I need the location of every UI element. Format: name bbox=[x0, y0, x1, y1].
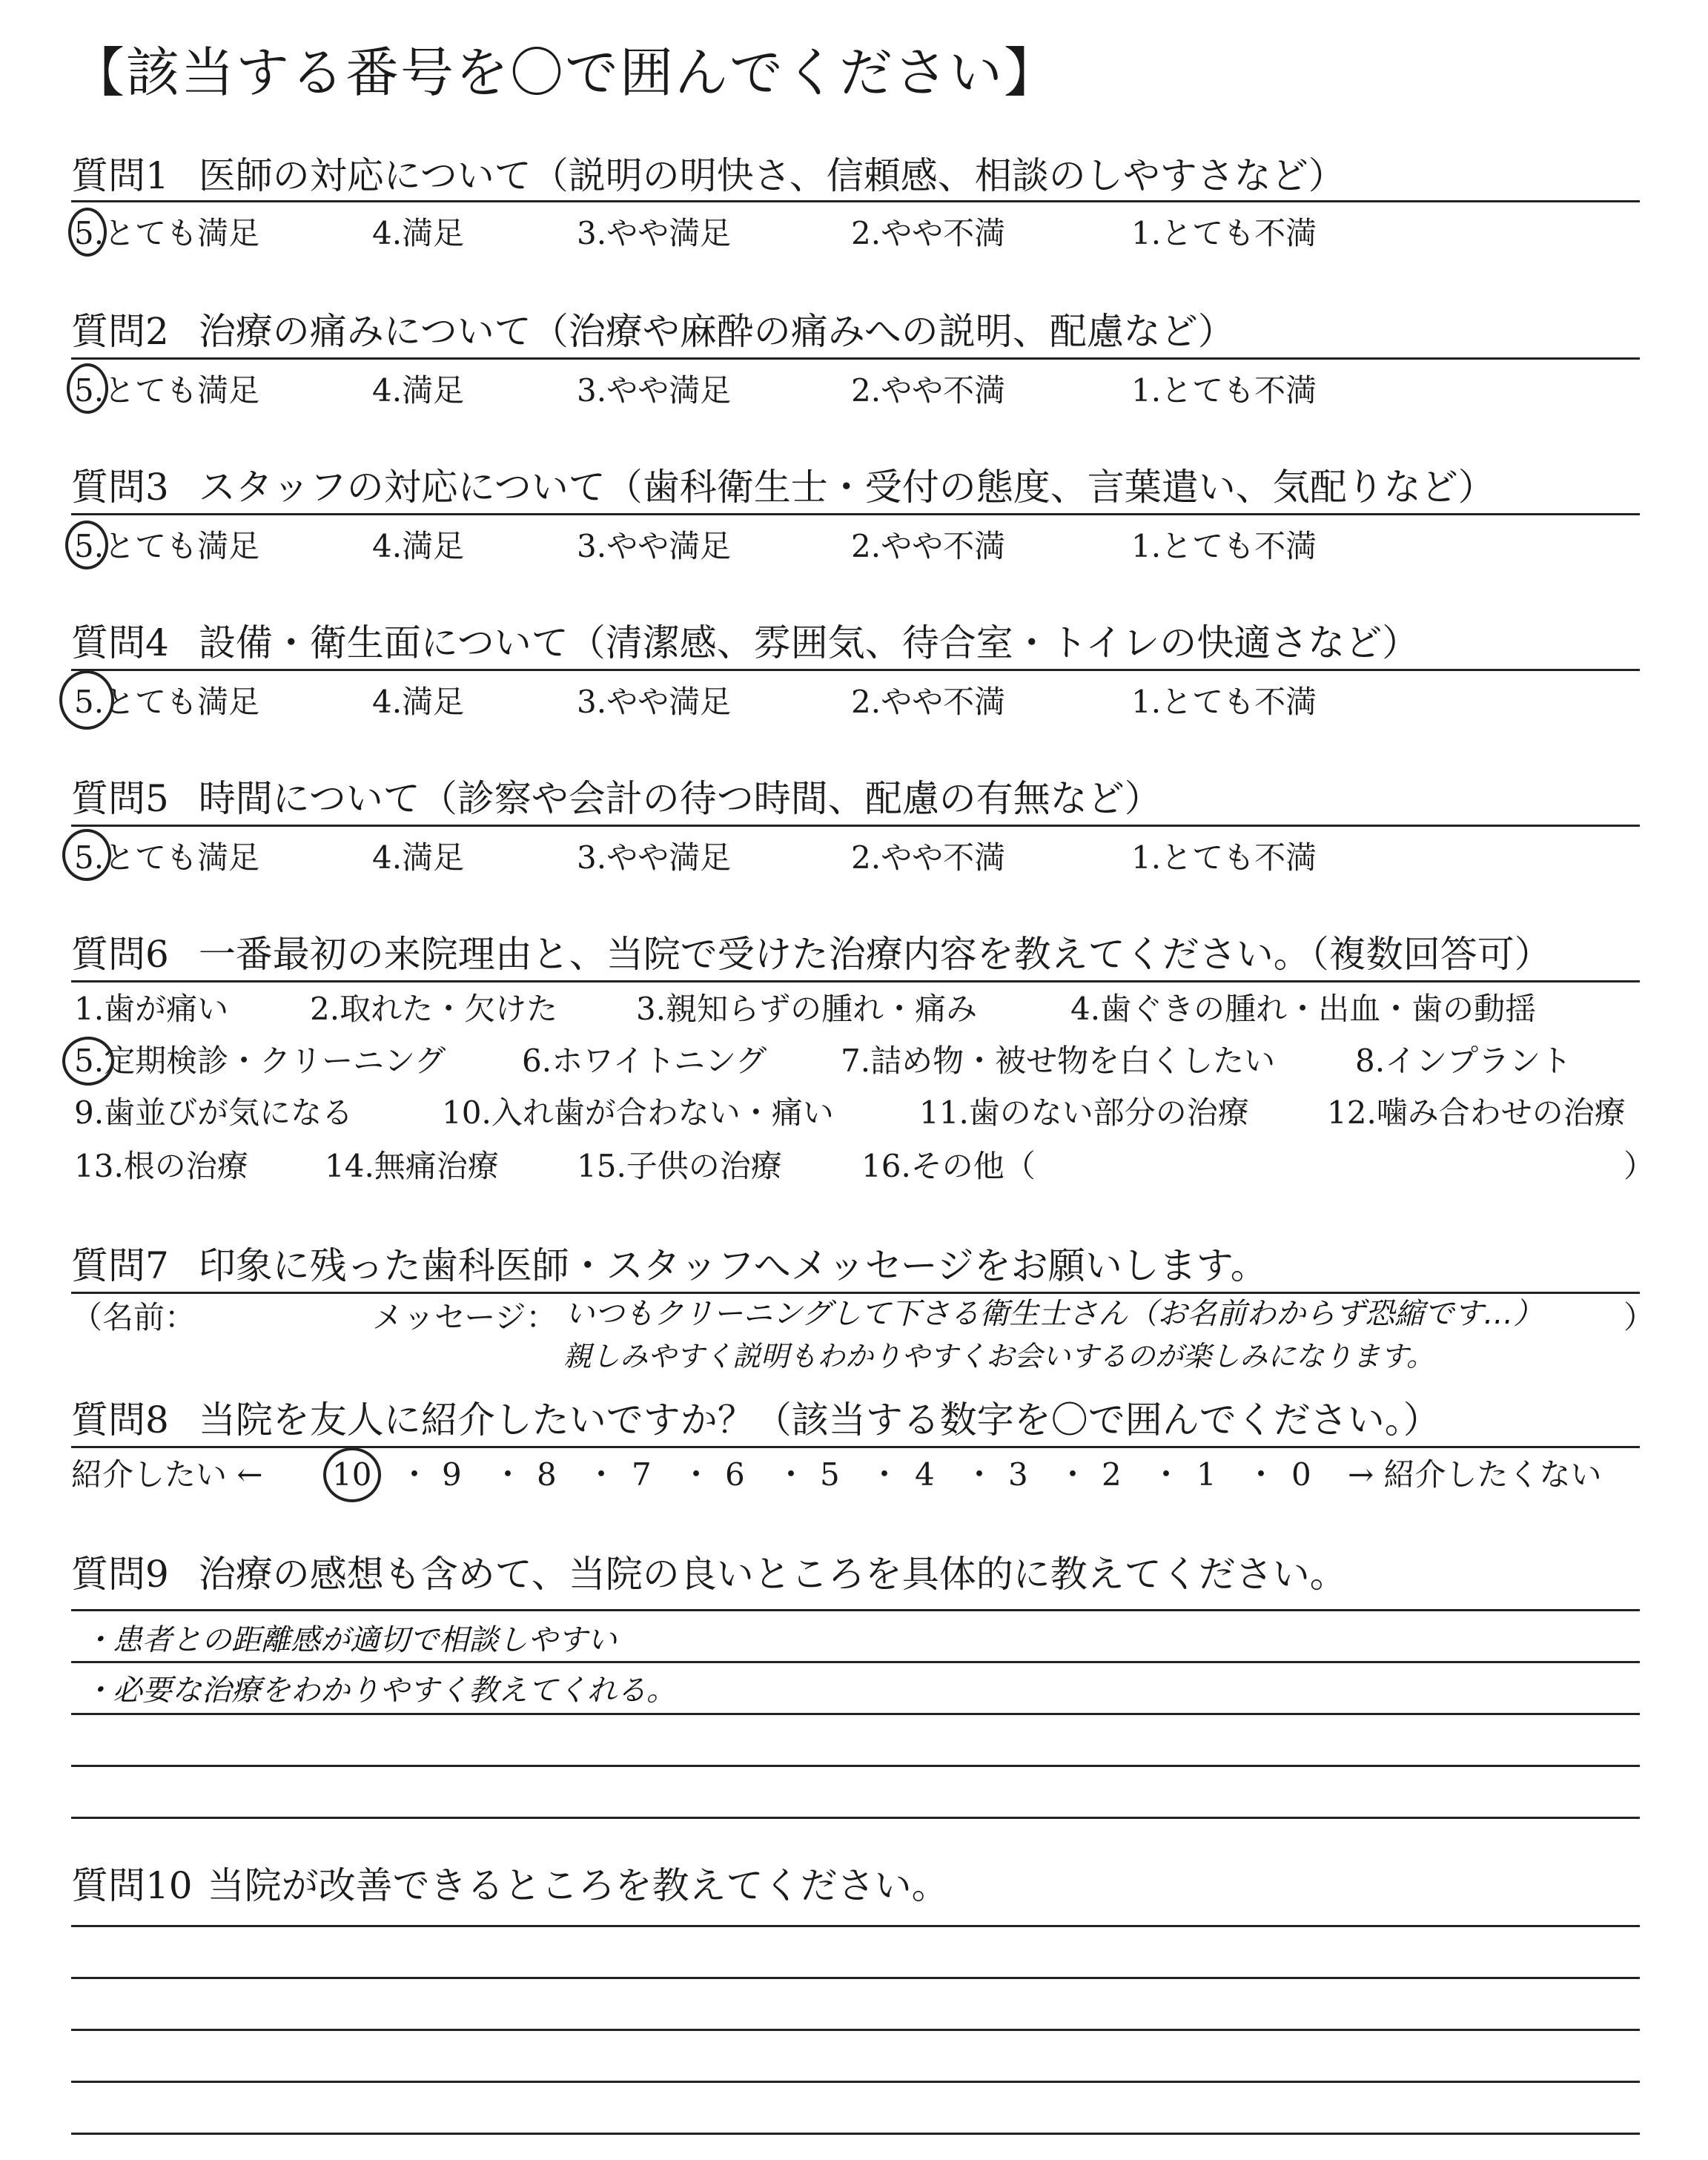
q8-scale-10[interactable]: 10 bbox=[332, 1456, 372, 1493]
question-4-divider bbox=[71, 669, 1640, 671]
q6-option-9[interactable]: 9.歯並びが気になる bbox=[74, 1094, 354, 1131]
question-7-text: 印象に残った歯科医師・スタッフへメッセージをお願いします。 bbox=[198, 1244, 1268, 1287]
q8-dot: ・ bbox=[1151, 1456, 1182, 1493]
q5-selected-circle bbox=[62, 829, 111, 881]
question-2-title bbox=[71, 310, 1235, 353]
question-7-title bbox=[71, 1244, 1268, 1287]
q8-left-label: 紹介したい ← bbox=[71, 1456, 263, 1493]
q8-right-label: → 紹介したくない bbox=[1348, 1456, 1602, 1493]
q4-selected-circle bbox=[59, 670, 114, 730]
q8-scale-7[interactable]: 7 bbox=[632, 1456, 652, 1493]
q4-option-2[interactable]: 2.やや不満 bbox=[851, 684, 1006, 720]
q9-answer-line-1 bbox=[71, 1609, 1640, 1611]
q6-option-14[interactable]: 14.無痛治療 bbox=[325, 1148, 499, 1184]
q3-option-2[interactable]: 2.やや不満 bbox=[851, 528, 1006, 564]
q4-option-4[interactable]: 4.満足 bbox=[372, 684, 465, 720]
q9-answer-line-3 bbox=[71, 1713, 1640, 1715]
question-10-title bbox=[71, 1864, 949, 1907]
q3-option-5[interactable]: 5.とても満足 bbox=[74, 528, 260, 564]
q3-option-4[interactable]: 4.満足 bbox=[372, 528, 465, 564]
q8-scale-3[interactable]: 3 bbox=[1008, 1456, 1028, 1493]
q9-answer-1: ・患者との距離感が適切で相談しやすい bbox=[83, 1623, 617, 1657]
question-8-title bbox=[71, 1398, 1440, 1441]
question-7-label: 質問7 bbox=[71, 1244, 169, 1287]
question-6-title bbox=[71, 933, 1552, 976]
question-5-label: 質問5 bbox=[71, 777, 169, 820]
question-10-text: 当院が改善できるところを教えてください。 bbox=[207, 1864, 949, 1907]
q6-option-16[interactable]: 16.その他（ bbox=[861, 1148, 1036, 1184]
question-5-divider bbox=[71, 825, 1640, 827]
q5-option-3[interactable]: 3.やや満足 bbox=[577, 839, 732, 876]
q8-dot: ・ bbox=[775, 1456, 807, 1493]
q3-option-3[interactable]: 3.やや満足 bbox=[577, 528, 732, 564]
q6-option-8[interactable]: 8.インプラント bbox=[1355, 1043, 1572, 1079]
question-2-label: 質問2 bbox=[71, 310, 169, 353]
q8-scale-0[interactable]: 0 bbox=[1291, 1456, 1311, 1493]
question-2-divider bbox=[71, 357, 1640, 360]
q9-answer-line-2 bbox=[71, 1661, 1640, 1663]
q7-name-label: （名前： bbox=[71, 1299, 196, 1335]
question-5-text: 時間について（診察や会計の待つ時間、配慮の有無など） bbox=[198, 777, 1162, 820]
q1-option-3[interactable]: 3.やや満足 bbox=[577, 215, 732, 251]
q6-option-1[interactable]: 1.歯が痛い bbox=[74, 991, 229, 1027]
question-1-text: 医師の対応について（説明の明快さ、信頼感、相談のしやすさなど） bbox=[198, 154, 1345, 197]
question-4-text: 設備・衛生面について（清潔感、雰囲気、待合室・トイレの快適さなど） bbox=[198, 621, 1420, 664]
q7-message-line-2: 親しみやすく説明もわかりやすくお会いするのが楽しみになります。 bbox=[563, 1340, 1434, 1373]
question-8-label: 質問8 bbox=[71, 1398, 169, 1441]
q6-selected-circle bbox=[62, 1037, 114, 1086]
q2-option-4[interactable]: 4.満足 bbox=[372, 372, 465, 409]
q6-option-3[interactable]: 3.親知らずの腫れ・痛み bbox=[636, 991, 978, 1027]
question-10-label: 質問10 bbox=[71, 1864, 193, 1907]
question-1-label: 質問1 bbox=[71, 154, 169, 197]
q6-other-close-paren: ） bbox=[1623, 1148, 1655, 1184]
q8-scale-1[interactable]: 1 bbox=[1196, 1456, 1217, 1493]
question-7-divider bbox=[71, 1292, 1640, 1294]
q2-option-1[interactable]: 1.とても不満 bbox=[1131, 372, 1317, 409]
q6-option-13[interactable]: 13.根の治療 bbox=[74, 1148, 248, 1184]
q2-selected-circle bbox=[67, 363, 108, 414]
question-3-title bbox=[71, 466, 1495, 509]
question-4-title bbox=[71, 621, 1420, 664]
q3-option-1[interactable]: 1.とても不満 bbox=[1131, 528, 1317, 564]
question-6-label: 質問6 bbox=[71, 933, 169, 976]
page-title: 【該当する番号を〇で囲んでください】 bbox=[71, 42, 1059, 104]
q6-option-15[interactable]: 15.子供の治療 bbox=[577, 1148, 782, 1184]
question-9-title bbox=[71, 1553, 1347, 1596]
q5-option-5[interactable]: 5.とても満足 bbox=[74, 839, 260, 876]
q1-option-2[interactable]: 2.やや不満 bbox=[851, 215, 1006, 251]
q6-option-11[interactable]: 11.歯のない部分の治療 bbox=[919, 1094, 1249, 1131]
question-2-text: 治療の痛みについて（治療や麻酔の痛みへの説明、配慮など） bbox=[198, 310, 1235, 353]
q6-option-6[interactable]: 6.ホワイトニング bbox=[522, 1043, 767, 1079]
q4-option-5[interactable]: 5.とても満足 bbox=[74, 684, 260, 720]
q6-option-7[interactable]: 7.詰め物・被せ物を白くしたい bbox=[841, 1043, 1276, 1079]
question-6-divider bbox=[71, 980, 1640, 982]
q8-dot: ・ bbox=[1057, 1456, 1089, 1493]
question-3-label: 質問3 bbox=[71, 466, 169, 509]
q6-option-2[interactable]: 2.取れた・欠けた bbox=[310, 991, 558, 1027]
q8-dot: ・ bbox=[399, 1456, 431, 1493]
q2-option-3[interactable]: 3.やや満足 bbox=[577, 372, 732, 409]
q10-answer-line-4 bbox=[71, 2081, 1640, 2083]
q7-message-label: メッセージ： bbox=[372, 1299, 557, 1335]
q2-option-2[interactable]: 2.やや不満 bbox=[851, 372, 1006, 409]
q1-option-4[interactable]: 4.満足 bbox=[372, 215, 465, 251]
q2-option-5[interactable]: 5.とても満足 bbox=[74, 372, 260, 409]
q8-scale-2[interactable]: 2 bbox=[1102, 1456, 1122, 1493]
q8-dot: ・ bbox=[681, 1456, 712, 1493]
q9-answer-line-5 bbox=[71, 1817, 1640, 1819]
question-8-text: 当院を友人に紹介したいですか？（該当する数字を〇で囲んでください。） bbox=[198, 1398, 1440, 1441]
q8-dot: ・ bbox=[964, 1456, 996, 1493]
q10-answer-line-1 bbox=[71, 1925, 1640, 1927]
q6-option-12[interactable]: 12.噛み合わせの治療 bbox=[1327, 1094, 1626, 1131]
q8-scale-9[interactable]: 9 bbox=[442, 1456, 462, 1493]
question-9-text: 治療の感想も含めて、当院の良いところを具体的に教えてください。 bbox=[198, 1553, 1347, 1596]
q10-answer-line-3 bbox=[71, 2029, 1640, 2031]
question-3-text: スタッフの対応について（歯科衛生士・受付の態度、言葉遣い、気配りなど） bbox=[198, 466, 1495, 509]
q9-answer-line-4 bbox=[71, 1765, 1640, 1767]
q7-close-paren: ） bbox=[1623, 1299, 1655, 1335]
q6-option-10[interactable]: 10.入れ歯が合わない・痛い bbox=[442, 1094, 834, 1131]
q4-option-3[interactable]: 3.やや満足 bbox=[577, 684, 732, 720]
q8-scale-5[interactable]: 5 bbox=[820, 1456, 840, 1493]
q3-selected-circle bbox=[65, 521, 108, 569]
q8-scale-8[interactable]: 8 bbox=[537, 1456, 557, 1493]
question-5-title bbox=[71, 777, 1162, 820]
q8-dot: ・ bbox=[1245, 1456, 1277, 1493]
q1-option-5[interactable]: 5.とても満足 bbox=[74, 215, 260, 251]
q8-dot: ・ bbox=[869, 1456, 901, 1493]
q6-option-4[interactable]: 4.歯ぐきの腫れ・出血・歯の動揺 bbox=[1070, 991, 1537, 1027]
question-6-text: 一番最初の来院理由と、当院で受けた治療内容を教えてください。（複数回答可） bbox=[198, 933, 1552, 976]
q8-scale-6[interactable]: 6 bbox=[725, 1456, 745, 1493]
question-3-divider bbox=[71, 513, 1640, 515]
q5-option-4[interactable]: 4.満足 bbox=[372, 839, 465, 876]
q6-option-5[interactable]: 5.定期検診・クリーニング bbox=[74, 1043, 446, 1079]
q8-dot: ・ bbox=[586, 1456, 618, 1493]
q10-answer-line-2 bbox=[71, 1977, 1640, 1979]
q8-scale-4[interactable]: 4 bbox=[915, 1456, 935, 1493]
question-8-divider bbox=[71, 1446, 1640, 1448]
q9-answer-2: ・必要な治療をわかりやすく教えてくれる。 bbox=[83, 1674, 676, 1708]
q5-option-1[interactable]: 1.とても不満 bbox=[1131, 839, 1317, 876]
question-4-label: 質問4 bbox=[71, 621, 169, 664]
q8-dot: ・ bbox=[492, 1456, 524, 1493]
q5-option-2[interactable]: 2.やや不満 bbox=[851, 839, 1006, 876]
question-1-title bbox=[71, 154, 1345, 197]
q10-answer-line-5 bbox=[71, 2133, 1640, 2135]
q7-message-line-1: いつもクリーニングして下さる衛生士さん（お名前わからず恐縮です…） bbox=[565, 1297, 1543, 1331]
q4-option-1[interactable]: 1.とても不満 bbox=[1131, 684, 1317, 720]
question-9-label: 質問9 bbox=[71, 1553, 169, 1596]
question-1-divider bbox=[71, 200, 1640, 202]
q8-selected-circle bbox=[323, 1447, 381, 1502]
q1-selected-circle bbox=[68, 208, 107, 257]
q1-option-1[interactable]: 1.とても不満 bbox=[1131, 215, 1317, 251]
